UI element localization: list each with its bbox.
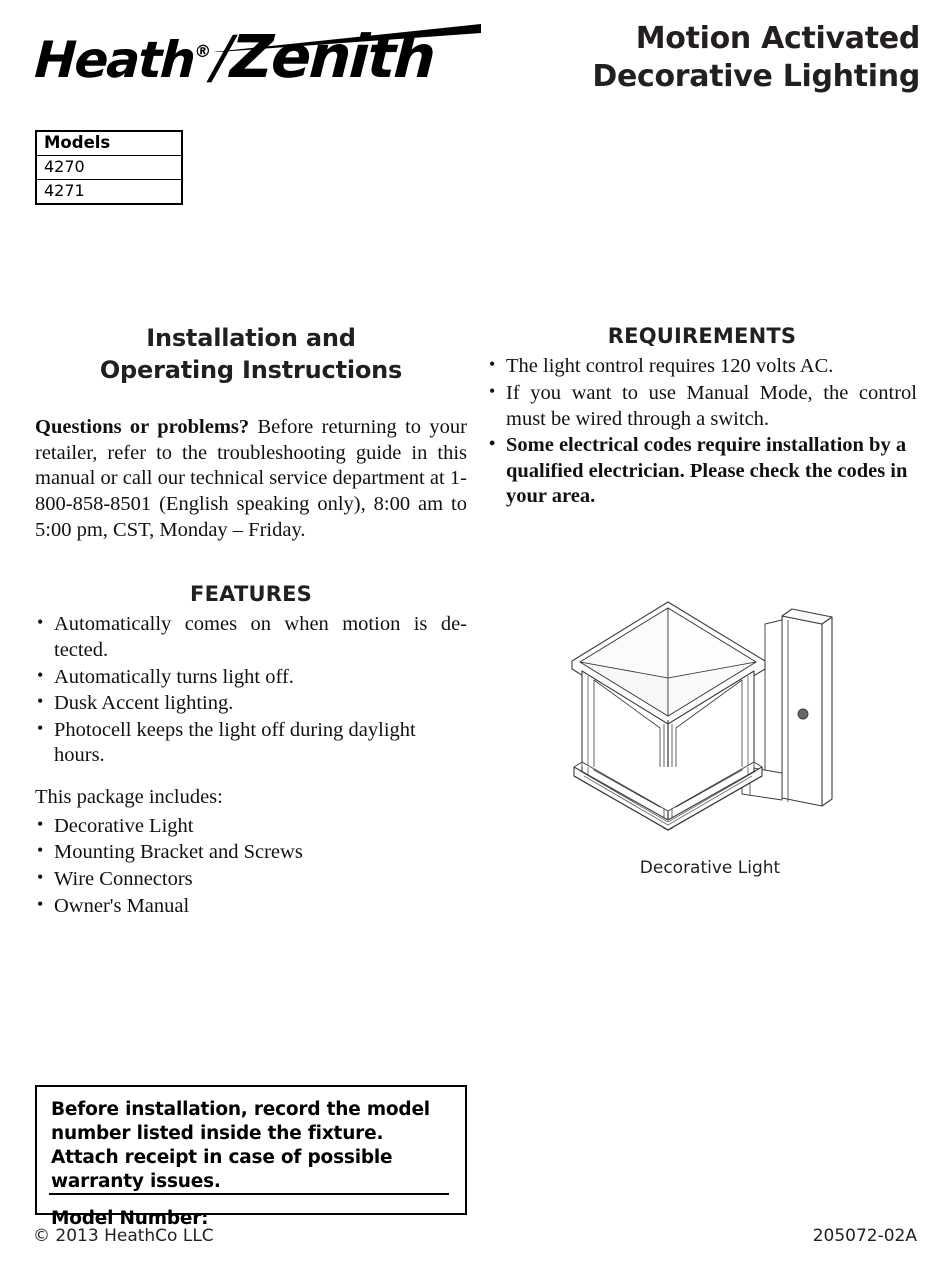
model-number-write-in-line[interactable] xyxy=(49,1193,449,1195)
requirements-heading: REQUIREMENTS xyxy=(607,324,797,348)
list-item: • Dusk Accent lighting. xyxy=(35,691,467,717)
decorative-light-figure xyxy=(560,528,860,898)
list-item: • Photocell keeps the light off during daylight hours. xyxy=(35,718,467,769)
screw-dot-icon xyxy=(798,709,808,719)
table-row xyxy=(36,156,182,180)
copyright-text: © 2013 HeathCo LLC xyxy=(33,1226,214,1246)
notice-instruction-text: Before installation, record the model number listed inside the fixture. Attach receipt in case of possible warranty issues. xyxy=(51,1099,430,1193)
installation-heading xyxy=(35,322,467,387)
table-row xyxy=(36,180,182,204)
logo-zenith-text: Zenith xyxy=(228,22,436,91)
features-list xyxy=(35,612,467,769)
logo-wordmark xyxy=(33,22,435,91)
questions-lead-text: Questions or problems? xyxy=(35,415,250,438)
right-column xyxy=(487,322,917,511)
requirements-list xyxy=(487,354,917,510)
installation-heading-line-2: Operating Instructions xyxy=(99,356,403,385)
model-number-cell: 4270 xyxy=(36,156,182,180)
left-column xyxy=(35,322,467,920)
models-table xyxy=(35,130,183,205)
list-item: • The light control requires 120 volts AC. xyxy=(487,354,917,380)
record-model-notice-box xyxy=(35,1085,467,1230)
page-title xyxy=(460,20,920,97)
questions-body-text: Before returning to your retailer, refer to the troubleshooting guide in this manual or call our technical service department at 1-800-858-8501 (English speaking only), 8:00 am to 5:00 pm, CST, Monday – Friday. xyxy=(35,415,467,542)
package-includes-list xyxy=(35,814,467,920)
installation-heading-line-1: Installation and xyxy=(146,324,356,352)
features-heading: FEATURES xyxy=(190,581,312,606)
list-item: • Automatically turns light off. xyxy=(35,665,467,691)
page-title-line-1: Motion Activated xyxy=(635,21,920,56)
list-item: • Owner's Manual xyxy=(35,894,467,920)
brand-logo xyxy=(35,12,465,94)
table-row-header xyxy=(36,131,182,156)
logo-separator-icon: / xyxy=(210,23,232,91)
model-number-label: Model Number: xyxy=(51,1208,209,1230)
page-title-line-2: Decorative Lighting xyxy=(592,59,920,95)
page-footer xyxy=(33,1226,917,1246)
figure-caption: Decorative Light xyxy=(639,858,781,878)
decorative-light-illustration xyxy=(560,528,860,858)
logo-heath-text: Heath xyxy=(33,31,196,89)
package-includes-lead: This package includes: xyxy=(35,786,223,809)
list-item: • Decorative Light xyxy=(35,814,467,840)
registered-trademark-icon: ® xyxy=(193,42,212,62)
questions-paragraph xyxy=(35,415,467,544)
list-item: • Some electrical codes require installation by a qualified electrician. Please check the codes in your area. xyxy=(487,433,917,510)
list-item: • Wire Connectors xyxy=(35,867,467,893)
list-item: • If you want to use Manual Mode, the control must be wired through a switch. xyxy=(487,381,917,432)
document-number: 205072-02A xyxy=(812,1226,917,1246)
page-header xyxy=(0,0,950,120)
list-item: • Mounting Bracket and Screws xyxy=(35,840,467,866)
models-column-header: Models xyxy=(36,131,182,156)
list-item: • Automatically comes on when motion is de-tected. xyxy=(35,612,467,663)
model-number-cell: 4271 xyxy=(36,180,182,204)
